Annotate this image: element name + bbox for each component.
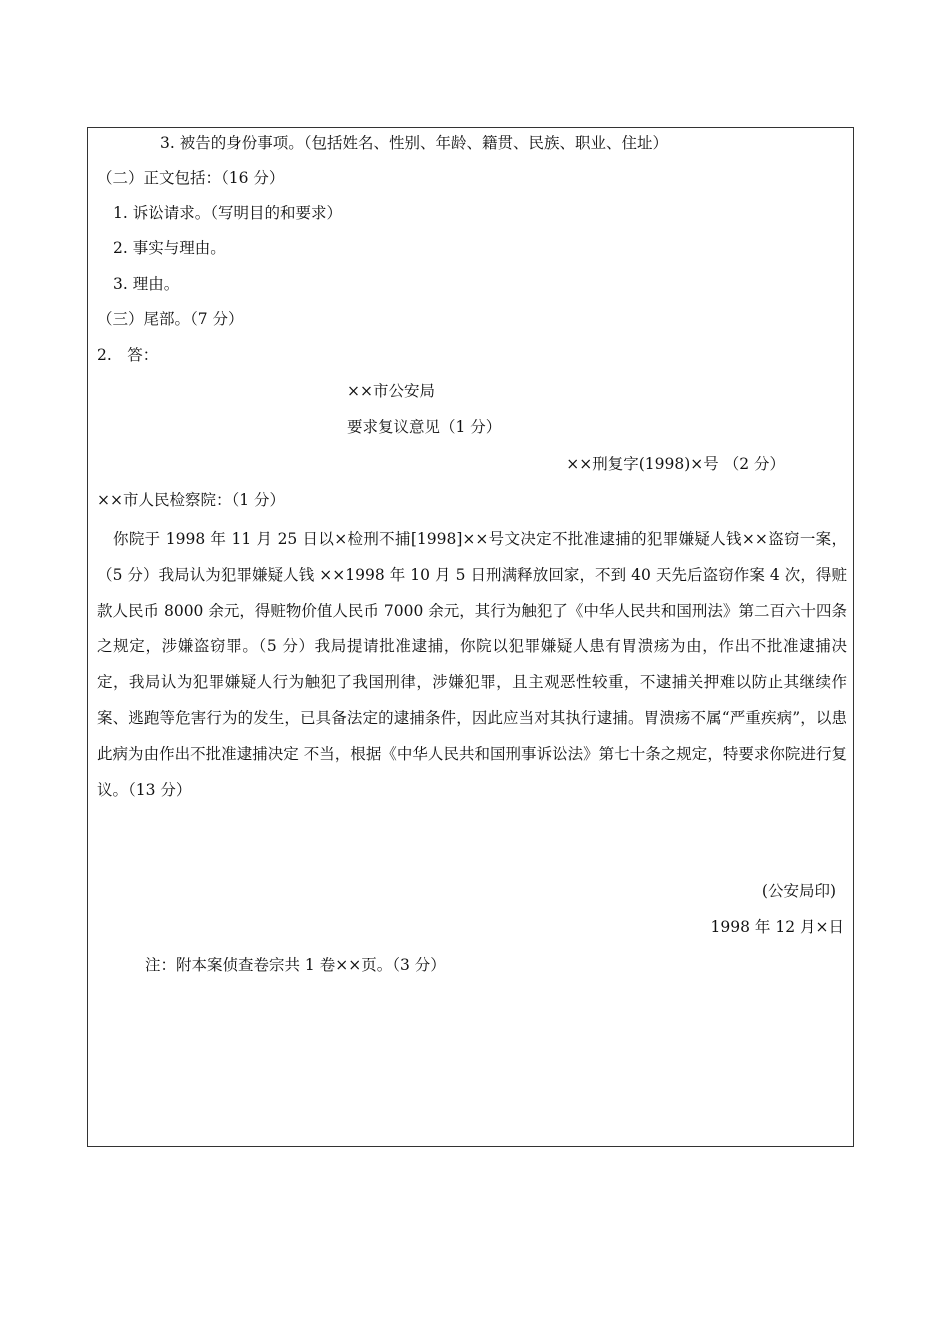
document-date: 1998 年 12 月×日 — [710, 918, 844, 936]
attachment-note: 注：附本案侦查卷宗共 1 卷××页。（3 分） — [145, 956, 446, 974]
body-paragraph: 你院于 1998 年 11 月 25 日以×检刑不捕[1998]××号文决定不批准逮捕的犯罪嫌疑人钱××盗窃一案，（5 分）我局认为犯罪嫌疑人钱 ××1998 年 10 月 5 日刑满释放回家，不到 40 天先后盗窃作案 4 次，得赃款人民币 8000 余元，得赃物价值人民币 7000 余元，其行为触犯了《中华人民共和国刑法》第二百六十四条之规定，涉嫌盗窃罪。（5 分）我局提请批准逮捕，你院以犯罪嫌疑人患有胃溃疡为由，作出不批准逮捕决定，我局认为犯罪嫌疑人行为触犯了我国刑律，涉嫌犯罪，且主观恶性较重，不逮捕关押难以防止其继续作案、逃跑等危害行为的发生，已具备法定的逮捕条件，因此应当对其执行逮捕。胃溃疡不属“严重疾病”，以患此病为由作出不批准逮捕决定 不当，根据《中华人民共和国刑事诉讼法》第七十条之规定，特要求你院进行复议。（13 分） — [97, 530, 847, 799]
section-two-item-3: 3. 理由。 — [113, 275, 180, 293]
answer-label: 2. 答： — [97, 346, 159, 364]
seal-text: (公安局印) — [761, 882, 836, 900]
section-three-heading: （三）尾部。（7 分） — [97, 310, 244, 328]
doc-title-type: 要求复议意见（1 分） — [347, 418, 502, 436]
doc-number: ××刑复字(1998)×号 （2 分） — [566, 455, 785, 473]
section-one-item-3: 3. 被告的身份事项。（包括姓名、性别、年龄、籍贯、民族、职业、住址） — [160, 134, 668, 152]
recipient: ××市人民检察院：（1 分） — [97, 491, 286, 509]
section-two-heading: （二）正文包括：（16 分） — [97, 169, 285, 187]
section-two-item-2: 2. 事实与理由。 — [113, 239, 226, 257]
doc-title-org: ××市公安局 — [347, 382, 435, 400]
section-two-item-1: 1. 诉讼请求。（写明目的和要求） — [113, 204, 342, 222]
